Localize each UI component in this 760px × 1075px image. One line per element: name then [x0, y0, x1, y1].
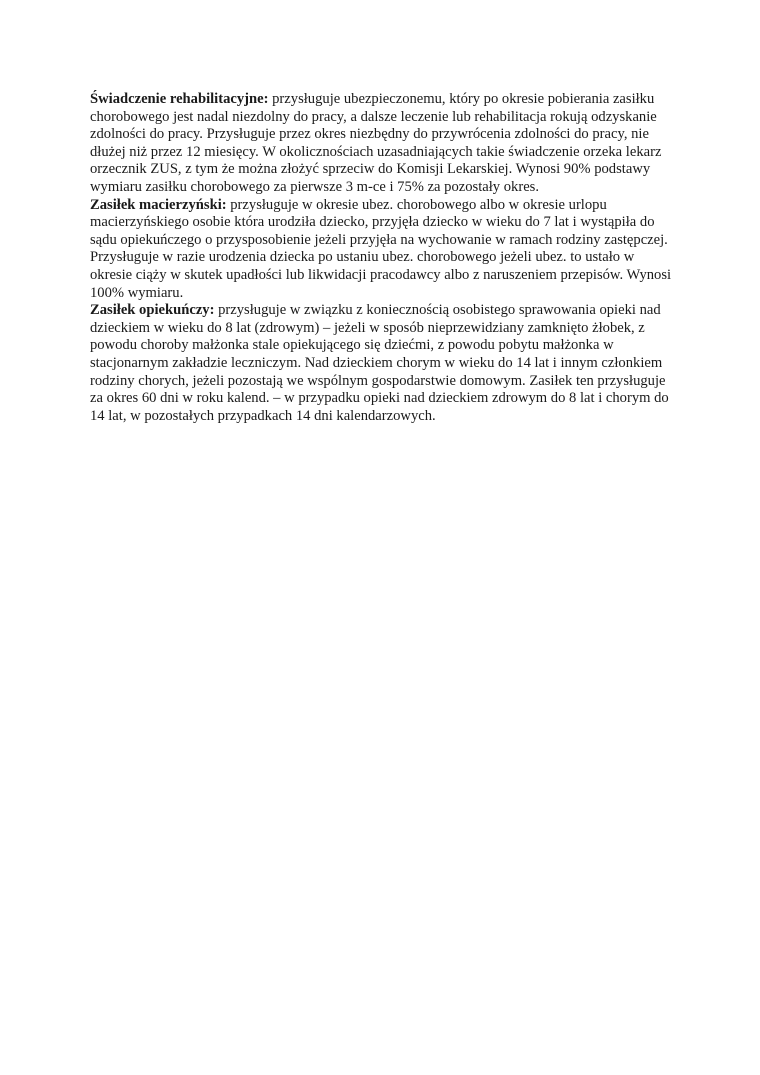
text-care-allowance: przysługuje w związku z koniecznością osobistego sprawowania opieki nad dzieckiem w wieku do 8 lat (zdrowym) – jeżeli w sposób nieprzewidziany zamknięto żłobek, z powodu choroby małżonka stale opiekującego się dziećmi, z powodu pobytu małżonka w stacjonarnym zakładzie leczniczym. Nad dzieckiem chorym w wieku do 14 lat i innym członkiem rodziny chorych, jeżeli pozostają we wspólnym gospodarstwie domowym. Zasiłek ten przysługuje za okres 60 dni w roku kalend. – w przypadku opieki nad dzieckiem zdrowym do 8 lat i chorym do 14 lat, w pozostałych przypadkach 14 dni kalendarzowych. [90, 302, 669, 424]
term-maternity-allowance: Zasiłek macierzyński: [90, 196, 227, 213]
document-body [90, 91, 675, 425]
text-rehabilitation-benefit: przysługuje ubezpieczonemu, który po okresie pobierania zasiłku chorobowego jest nadal niezdolny do pracy, a dalsze leczenie lub rehabilitacja rokują odzyskanie zdolności do pracy. Przysługuje przez okres niezbędny do przywrócenia zdolności do pracy, nie dłużej niż przez 12 miesięcy. W okolicznościach uzasadniających takie świadczenie orzeka lekarz orzecznik ZUS, z tym że można złożyć sprzeciw do Komisji Lekarskiej. Wynosi 90% podstawy wymiaru zasiłku chorobowego za pierwsze 3 m-ce i 75% za pozostały okres. [90, 91, 662, 195]
text-maternity-allowance: przysługuje w okresie ubez. chorobowego albo w okresie urlopu macierzyńskiego osobie która urodziła dziecko, przyjęła dziecko w wieku do 7 lat i wystąpiła do sądu opiekuńczego o przysposobienie jeżeli przyjęła na wychowanie w ramach rodziny zastępczej. Przysługuje w razie urodzenia dziecka po ustaniu ubez. chorobowego jeżeli ubez. to ustało w okresie ciąży w skutek upadłości lub likwidacji pracodawcy albo z naruszeniem przepisów. Wynosi 100% wymiaru. [90, 196, 672, 301]
term-care-allowance: Zasiłek opiekuńczy: [90, 302, 215, 319]
term-rehabilitation-benefit: Świadczenie rehabilitacyjne: [90, 91, 269, 107]
paragraph-rehabilitation-benefit [90, 91, 675, 197]
paragraph-care-allowance [90, 302, 675, 425]
paragraph-maternity-allowance [90, 197, 675, 303]
